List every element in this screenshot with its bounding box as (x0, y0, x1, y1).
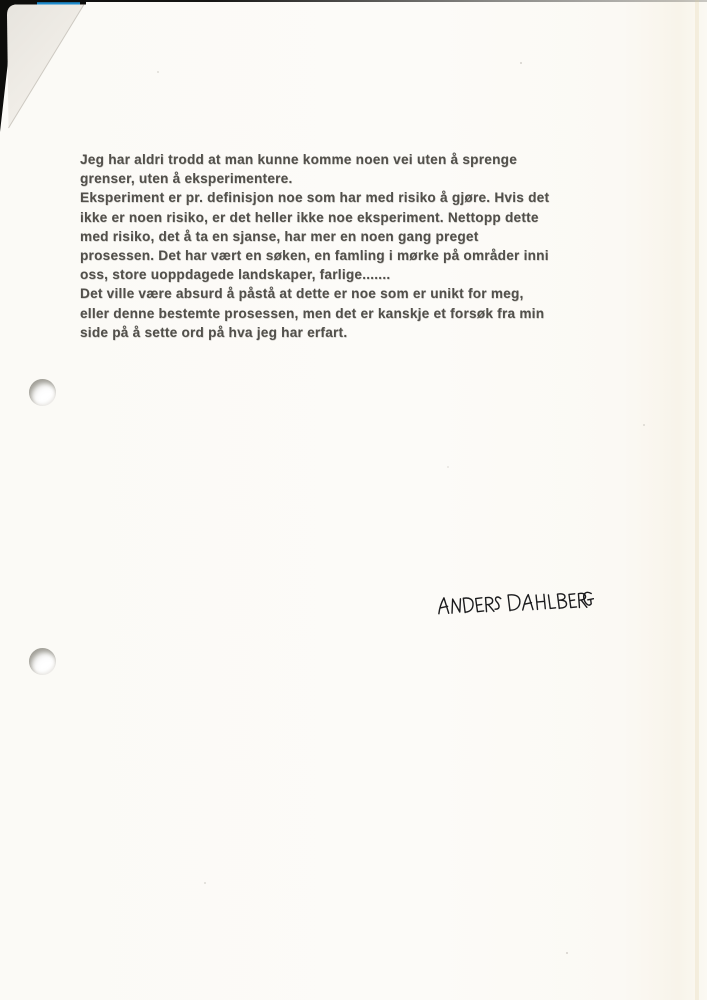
signature-text (436, 617, 437, 618)
signature-strokes (436, 589, 594, 617)
text-line: ikke er noen risiko, er det heller ikke noe eksperiment. Nettopp dette (80, 209, 539, 225)
text-line: med risiko, det å ta en sjanse, har mer en noen gang preget (80, 228, 479, 244)
torn-corner-area (0, 0, 140, 150)
text-line: Eksperiment er pr. definisjon noe som har med risiko å gjøre. Hvis det (80, 190, 550, 206)
hole-punch-bottom (29, 648, 56, 675)
text-line: prosessen. Det har vært en søken, en famling i mørke på områder inni (80, 248, 549, 264)
paper-texture-specks (0, 0, 2, 2)
text-line: grenser, uten å eksperimentere. (80, 171, 293, 187)
text-line: side på å sette ord på hva jeg har erfart. (80, 324, 348, 340)
signature (436, 589, 594, 621)
body-text (80, 150, 605, 342)
text-line: eller denne bestemte prosessen, men det er kanskje et forsøk fra min (80, 305, 545, 321)
text-line: oss, store uoppdagede landskaper, farlige....... (80, 267, 391, 283)
scan-right-edge-shading (695, 0, 699, 1000)
hole-punch-top (29, 379, 56, 406)
text-line: Det ville være absurd å påstå at dette er noe som er unikt for meg, (80, 286, 524, 302)
text-line: Jeg har aldri trodd at man kunne komme noen vei uten å sprenge (80, 152, 518, 167)
